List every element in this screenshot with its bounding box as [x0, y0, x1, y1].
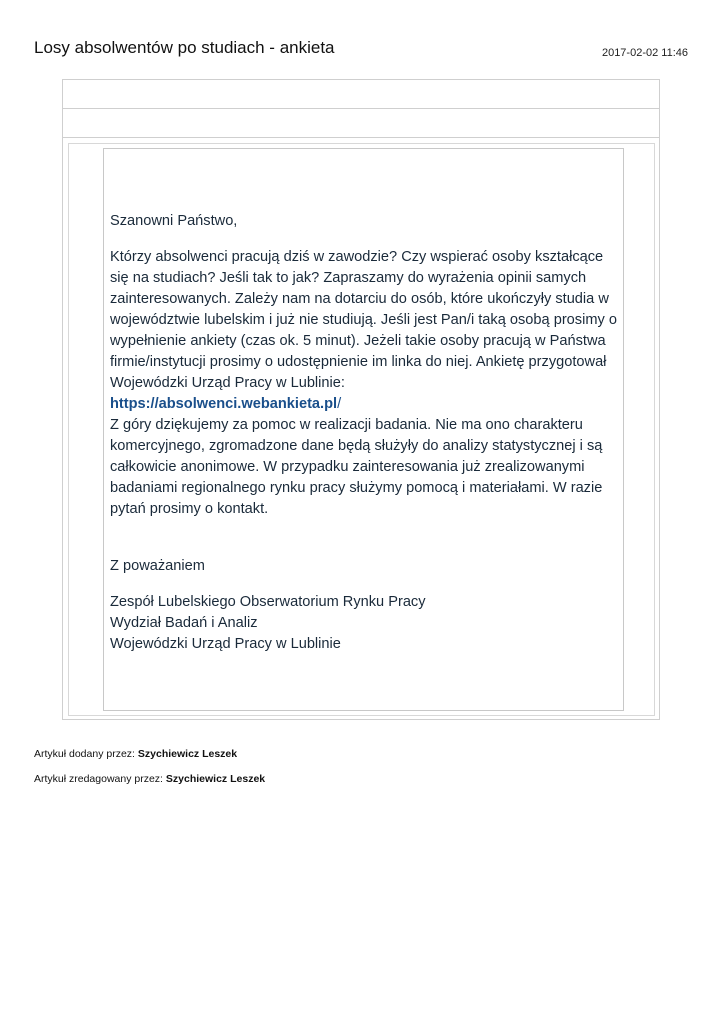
- print-timestamp: 2017-02-02 11:46: [601, 47, 688, 59]
- greeting: Szanowni Państwo,: [110, 213, 238, 229]
- edited-by-author: Szychiewicz Leszek: [165, 773, 266, 785]
- article-text: [110, 211, 618, 655]
- added-by-author: Szychiewicz Leszek: [137, 748, 238, 760]
- article-content-box: [103, 148, 624, 711]
- closing: Z poważaniem: [110, 558, 205, 574]
- intro-paragraph: [110, 247, 618, 520]
- intro-text: Którzy absolwenci pracują dziś w zawodzie? Czy wspierać osoby kształcące się na studiach? Jeśli tak to jak? Zapraszamy do wyrażenia opinii samych zainteresowanych. Zależy nam na dotarciu do osób, które ukończyły studia w województwie lubelskim i już nie studiują. Jeśli jest Pan/i taką osobą prosimy o wypełnienie ankiety (czas ok. 5 minut). Jeżeli takie osoby pracują w Państwa firmie/instytucji prosimy o udostępnienie im linka do niej. Ankietę przygotował Wojewódzki Urząd Pracy w Lublinie:: [110, 249, 617, 391]
- thanks-text: Z góry dziękujemy za pomoc w realizacji badania. Nie ma ono charakteru komercyjnego, zgromadzone dane będą służyły do analizy statystycznej i są całkowicie anonimowe. W przypadku zainteresowania już zrealizowanymi badaniami regionalnego rynku pracy służymy pomocą i materiałami. W razie pytań prosimy o kontakt.: [110, 417, 603, 517]
- added-by-label: Artykuł dodany przez:: [34, 748, 138, 760]
- empty-header-row: [63, 109, 659, 138]
- signature-line: Wydział Badań i Analiz: [110, 615, 258, 631]
- signature-line: Zespół Lubelskiego Obserwatorium Rynku Pracy: [110, 594, 426, 610]
- signature-line: Wojewódzki Urząd Pracy w Lublinie: [110, 636, 341, 652]
- survey-link-domain: absolwenci.webankieta.pl: [158, 396, 338, 412]
- survey-link-suffix: /: [337, 396, 342, 412]
- article-body-frame: [68, 143, 655, 716]
- edited-by-label: Artykuł zredagowany przez:: [34, 773, 166, 785]
- signature: [110, 592, 618, 655]
- survey-link[interactable]: [110, 396, 341, 412]
- empty-header-row: [63, 80, 659, 109]
- added-by-line: [34, 748, 237, 761]
- edited-by-line: [34, 773, 265, 786]
- survey-link-prefix: https://: [110, 396, 159, 412]
- page-title: Losy absolwentów po studiach - ankieta: [34, 38, 335, 57]
- article-frame: [62, 79, 660, 720]
